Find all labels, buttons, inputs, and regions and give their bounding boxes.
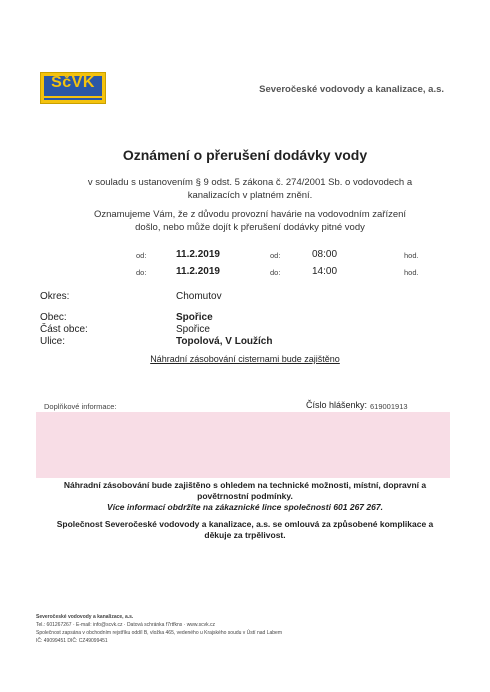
from-time-label: od: [270, 251, 281, 260]
logo-text: SčVK [51, 74, 95, 91]
okres-value: Chomutov [176, 291, 222, 302]
to-time-label: do: [270, 268, 281, 277]
additional-info-box [36, 412, 450, 478]
page-title: Oznámení o přerušení dodávky vody [122, 147, 368, 163]
obec-label: Obec: [40, 312, 67, 323]
ulice-label: Ulice: [40, 336, 66, 347]
note-1b: povětrnostní podmínky. [197, 491, 293, 501]
intro-line-3: Oznamujeme Vám, že z důvodu provozní havárie na vodovodním zařízení [93, 209, 407, 220]
from-hod: hod. [404, 251, 419, 260]
logo-stripe [44, 96, 102, 98]
company-name: Severočeské vodovody a kanalizace, a.s. [259, 84, 444, 95]
okres-label: Okres: [40, 291, 70, 302]
to-date: 11.2.2019 [176, 266, 220, 277]
report-number-label: Číslo hlášenky: [306, 400, 368, 410]
ulice-value: Topolová, V Loužích [176, 336, 273, 347]
company-logo [40, 72, 106, 104]
footer-ids: IČ: 49099451 DIČ: CZ49099451 [36, 638, 108, 644]
note-1a: Náhradní zásobování bude zajištěno s ohledem na technické možnosti, místní, dopravní a [63, 480, 427, 490]
from-date-label: od: [136, 251, 147, 260]
footer-company: Severočeské vodovody a kanalizace, a.s. [36, 614, 134, 620]
note-3b: děkuje za trpělivost. [204, 530, 286, 540]
additional-info-label: Doplňkové informace: [44, 402, 117, 411]
replacement-supply-note: Náhradní zásobování cisternami bude zajištěno [150, 354, 340, 364]
cast-obce-label: Část obce: [40, 324, 88, 335]
intro-line-4: došlo, nebo může dojít k přerušení dodávky pitné vody [135, 222, 365, 233]
intro-line-2: kanalizacích v platném znění. [187, 190, 313, 201]
footer-contact: Tel.: 601267267 · E-mail: info@scvk.cz · Datová schránka f7rtfkns · www.scvk.cz [36, 622, 216, 628]
footer-registry: Společnost zapsána v obchodním rejstříku oddíl B, vložka 465, vedeného u Krajského soudu v Ústí nad Labem [36, 630, 282, 636]
to-time: 14:00 [312, 266, 338, 277]
to-hod: hod. [404, 268, 419, 277]
note-3a: Společnost Severočeské vodovody a kanalizace, a.s. se omlouvá za způsobené komplikace a [56, 519, 434, 529]
report-number-value: 619001913 [370, 402, 408, 411]
from-time: 08:00 [312, 249, 338, 260]
note-hotline: Více informací obdržíte na zákaznické lince společnosti 601 267 267. [107, 502, 383, 512]
intro-line-1: v souladu s ustanovením § 9 odst. 5 zákona č. 274/2001 Sb. o vodovodech a [87, 177, 413, 188]
cast-obce-value: Spořice [176, 324, 210, 335]
obec-value: Spořice [176, 312, 213, 323]
to-date-label: do: [136, 268, 147, 277]
from-date: 11.2.2019 [176, 249, 220, 260]
